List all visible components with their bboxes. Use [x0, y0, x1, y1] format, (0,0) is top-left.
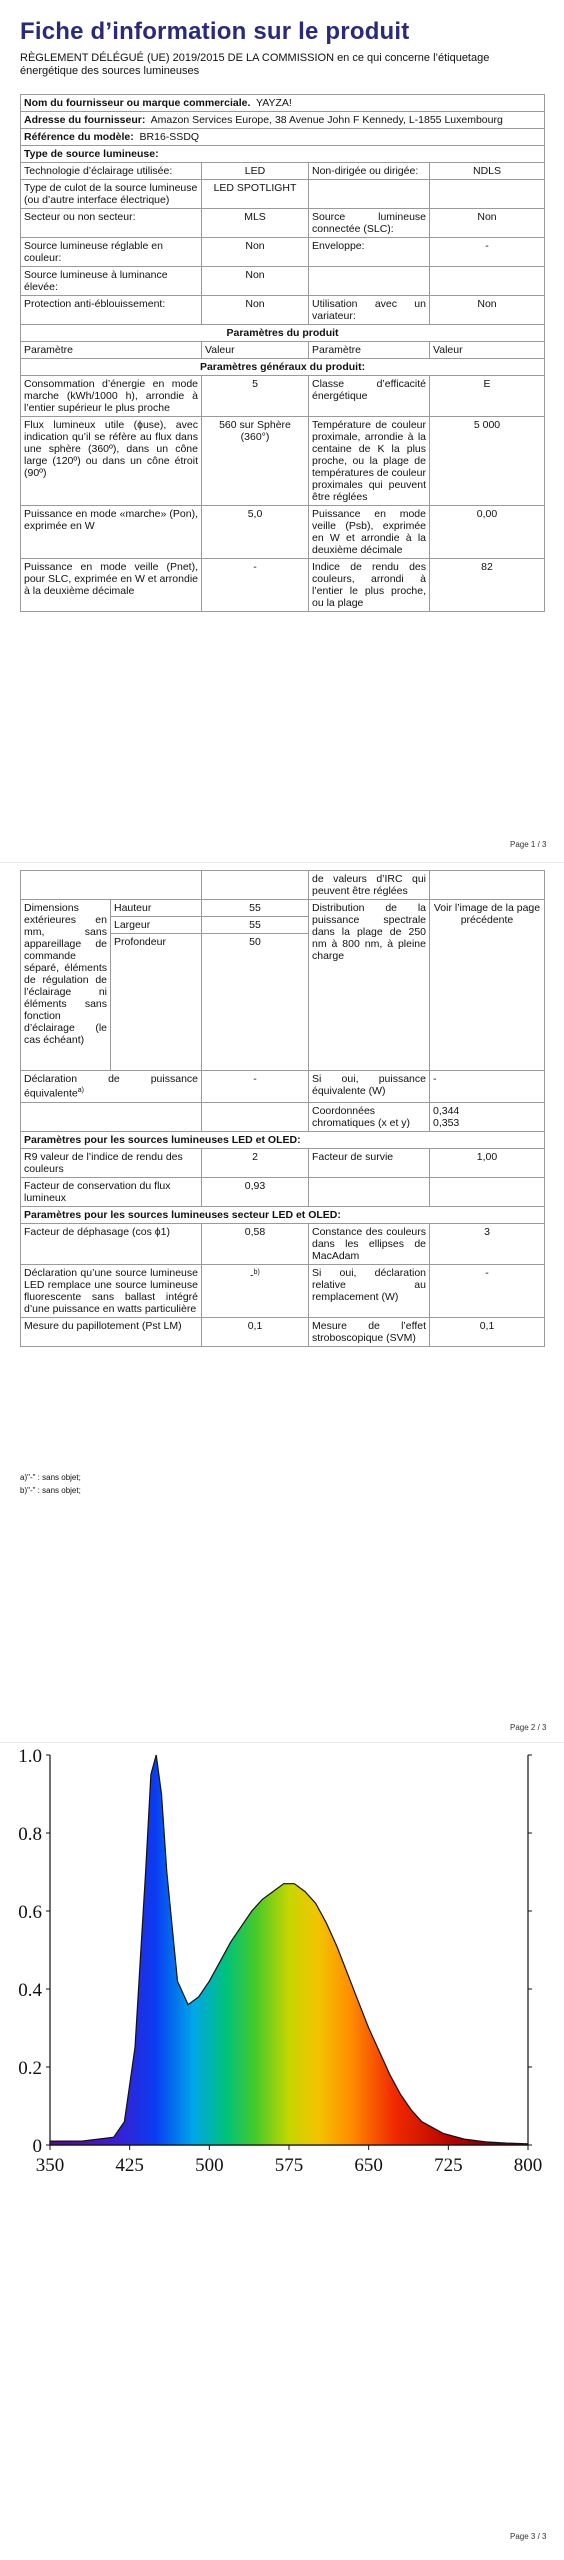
page-number: Page 2 / 3	[510, 1723, 547, 1732]
equiv-value: -	[202, 1071, 309, 1103]
column-header: Paramètre	[309, 342, 430, 359]
x-tick-label: 800	[513, 2155, 543, 2176]
strobo-label: Mesure de l’effet stroboscopique (SVM)	[309, 1317, 430, 1346]
macadam-value: 3	[430, 1223, 545, 1264]
y-tick-label: 1.0	[18, 1746, 42, 1767]
brand-value: YAYZA!	[256, 97, 292, 109]
type-value: Non	[202, 296, 309, 325]
param-value: E	[430, 376, 545, 417]
type-label: Utilisation avec un variateur:	[309, 296, 430, 325]
x-tick-label: 650	[354, 2155, 383, 2176]
chroma-value: 0,344 0,353	[430, 1102, 545, 1131]
chroma-row	[21, 1102, 545, 1131]
type-label	[309, 267, 430, 296]
y-tick-label: 0	[32, 2136, 42, 2157]
type-label	[309, 180, 430, 209]
flicker-row	[21, 1317, 545, 1346]
type-label: Protection anti-éblouissement:	[21, 296, 202, 325]
param-value: 5	[202, 376, 309, 417]
param-row	[21, 506, 545, 559]
lumen-row	[21, 1177, 545, 1206]
phase-value: 0,58	[202, 1223, 309, 1264]
column-header: Paramètre	[21, 342, 202, 359]
equiv-label: Déclaration de puissance équivalente$^{a)}$	[21, 1071, 202, 1103]
model-row	[21, 129, 545, 146]
param-label: Puissance en mode veille (Pnet), pour SLC, exprimée en W et arrondie à la deuxième décimale	[21, 559, 202, 612]
replace-label: Déclaration qu’une source lumineuse LED remplace une source lumineuse fluorescente sans ballast intégré d’une puissance en watts particulière	[21, 1264, 202, 1317]
dim-name: Hauteur	[111, 900, 202, 917]
replace2-value: -	[430, 1264, 545, 1317]
param-label: Flux lumineux utile (ɸuse), avec indication qu’il se réfère au flux dans une sphère (360º), dans un cône large (120º) ou dans un cône étroit (90º)	[21, 417, 202, 506]
x-tick-label: 725	[434, 2155, 463, 2176]
footnote-b: b)"-" : sans objet;	[20, 1486, 81, 1495]
type-row	[21, 296, 545, 325]
survival-value: 1,00	[430, 1148, 545, 1177]
page-divider	[0, 1742, 564, 1743]
address-row	[21, 112, 545, 129]
flicker-label: Mesure du papillotement (Pst LM)	[21, 1317, 202, 1346]
type-value: MLS	[202, 209, 309, 238]
params-heading: Paramètres du produit	[21, 325, 545, 342]
param-row	[21, 417, 545, 506]
spectral-distribution-chart	[0, 1745, 564, 2210]
page-title: Fiche d’information sur le produit	[20, 18, 410, 45]
param-label: Puissance en mode «marche» (Pon), exprimée en W	[21, 506, 202, 559]
page-number: Page 3 / 3	[510, 2532, 547, 2541]
strobo-value: 0,1	[430, 1317, 545, 1346]
dims-row	[21, 900, 545, 917]
param-row	[21, 559, 545, 612]
param-value: 5,0	[202, 506, 309, 559]
address-value: Amazon Services Europe, 38 Avenue John F Kennedy, L-1855 Luxembourg	[150, 114, 503, 126]
regulation-text: RÈGLEMENT DÉLÉGUÉ (UE) 2019/2015 DE LA COMMISSION en ce qui concerne l’étiquetage énergétique des sources lumineuses	[20, 52, 490, 77]
dim-value: 50	[202, 934, 309, 1071]
spectrum-area	[50, 1755, 528, 2145]
param-value: 5 000	[430, 417, 545, 506]
lumen-value: 0,93	[202, 1177, 309, 1206]
replace2-label: Si oui, déclaration relative au remplacement (W)	[309, 1264, 430, 1317]
type-value: Non	[202, 238, 309, 267]
column-header: Valeur	[430, 342, 545, 359]
dims-label: Dimensions extérieures en mm, sans appareillage de commande séparé, éléments de régulation de l’éclairage ni éléments sans fonction d’éclairage (le cas échéant)	[21, 900, 111, 1071]
y-tick-label: 0.2	[18, 2058, 42, 2079]
type-value: Non	[202, 267, 309, 296]
params-column-header	[21, 342, 545, 359]
type-row	[21, 238, 545, 267]
type-value: Non	[430, 209, 545, 238]
y-tick-label: 0.6	[18, 1902, 42, 1923]
general-heading: Paramètres généraux du produit:	[21, 359, 545, 376]
type-label: Source lumineuse réglable en couleur:	[21, 238, 202, 267]
param-row-continued	[21, 871, 545, 900]
led-heading: Paramètres pour les sources lumineuses LED et OLED:	[21, 1131, 545, 1148]
replace-value: -$^{b)}$	[202, 1264, 309, 1317]
dim-name: Largeur	[111, 917, 202, 934]
x-tick-label: 425	[115, 2155, 144, 2176]
macadam-label: Constance des couleurs dans les ellipses de MacAdam	[309, 1223, 430, 1264]
param-label: Consommation d’énergie en mode marche (kWh/1000 h), arrondie à l’entier supérieur le plus proche	[21, 376, 202, 417]
dim-value: 55	[202, 917, 309, 934]
type-value	[430, 267, 545, 296]
param-value: 0,00	[430, 506, 545, 559]
type-value: LED	[202, 163, 309, 180]
type-label: Source lumineuse à luminance élevée:	[21, 267, 202, 296]
type-row	[21, 180, 545, 209]
type-row	[21, 267, 545, 296]
page-number: Page 1 / 3	[510, 840, 547, 849]
survival-label: Facteur de survie	[309, 1148, 430, 1177]
model-label: Référence du modèle:	[24, 131, 134, 143]
lumen-label: Facteur de conservation du flux lumineux	[21, 1177, 202, 1206]
x-tick-label: 500	[195, 2155, 224, 2176]
equiv2-value: -	[430, 1071, 545, 1103]
model-value: BR16-SSDQ	[139, 131, 200, 143]
equiv2-label: Si oui, puissance équivalente (W)	[309, 1071, 430, 1103]
type-row	[21, 163, 545, 180]
param-label: Puissance en mode veille (Psb), exprimée en W et arrondie à la deuxième décimale	[309, 506, 430, 559]
column-header: Valeur	[202, 342, 309, 359]
footnote-a: a)"-" : sans objet;	[20, 1473, 81, 1482]
chroma-label: Coordonnées chromatiques (x et y)	[309, 1102, 430, 1131]
type-row	[21, 209, 545, 238]
type-label: Technologie d’éclairage utilisée:	[21, 163, 202, 180]
phase-label: Facteur de déphasage (cos ϕ1)	[21, 1223, 202, 1264]
param-label: Température de couleur proximale, arrondie à la centaine de K la plus proche, ou la plage de températures de couleur proximales qui peuvent être réglées	[309, 417, 430, 506]
type-value: NDLS	[430, 163, 545, 180]
type-value: LED SPOTLIGHT	[202, 180, 309, 209]
supplier-row	[21, 95, 545, 112]
flicker-value: 0,1	[202, 1317, 309, 1346]
type-label: Enveloppe:	[309, 238, 430, 267]
param-row	[21, 376, 545, 417]
dim-value: 55	[202, 900, 309, 917]
type-label: Source lumineuse connectée (SLC):	[309, 209, 430, 238]
spectral-value: Voir l’image de la page précédente	[430, 900, 545, 1071]
type-heading: Type de source lumineuse:	[21, 146, 545, 163]
r9-value: 2	[202, 1148, 309, 1177]
type-value: -	[430, 238, 545, 267]
param-label: Classe d’efficacité énergétique	[309, 376, 430, 417]
product-sheet-table-page2	[20, 870, 545, 1347]
address-label: Adresse du fournisseur:	[24, 114, 146, 126]
y-tick-label: 0.8	[18, 1824, 42, 1845]
param-label-continued: de valeurs d’IRC qui peuvent être réglées	[309, 871, 430, 900]
x-tick-label: 575	[274, 2155, 304, 2176]
y-tick-label: 0.4	[18, 1980, 42, 2001]
r9-row	[21, 1148, 545, 1177]
param-value: -	[202, 559, 309, 612]
spectral-label: Distribution de la puissance spectrale dans la plage de 250 nm à 800 nm, à pleine charge	[309, 900, 430, 1071]
type-label: Type de culot de la source lumineuse (ou d’autre interface électrique)	[21, 180, 202, 209]
dim-name: Profondeur	[111, 934, 202, 1071]
brand-label: Nom du fournisseur ou marque commerciale.	[24, 97, 251, 109]
param-value: 82	[430, 559, 545, 612]
r9-label: R9 valeur de l’indice de rendu des couleurs	[21, 1148, 202, 1177]
page-divider	[0, 862, 564, 863]
param-value: 560 sur Sphère (360°)	[202, 417, 309, 506]
param-label: Indice de rendu des couleurs, arrondi à l’entier le plus proche, ou la plage	[309, 559, 430, 612]
x-tick-label: 350	[35, 2155, 65, 2176]
replace-row	[21, 1264, 545, 1317]
equiv-row	[21, 1071, 545, 1103]
type-label: Secteur ou non secteur:	[21, 209, 202, 238]
type-value	[430, 180, 545, 209]
product-sheet-table-page1	[20, 94, 545, 612]
mains-heading: Paramètres pour les sources lumineuses secteur LED et OLED:	[21, 1206, 545, 1223]
type-value: Non	[430, 296, 545, 325]
type-label: Non-dirigée ou dirigée:	[309, 163, 430, 180]
phase-row	[21, 1223, 545, 1264]
